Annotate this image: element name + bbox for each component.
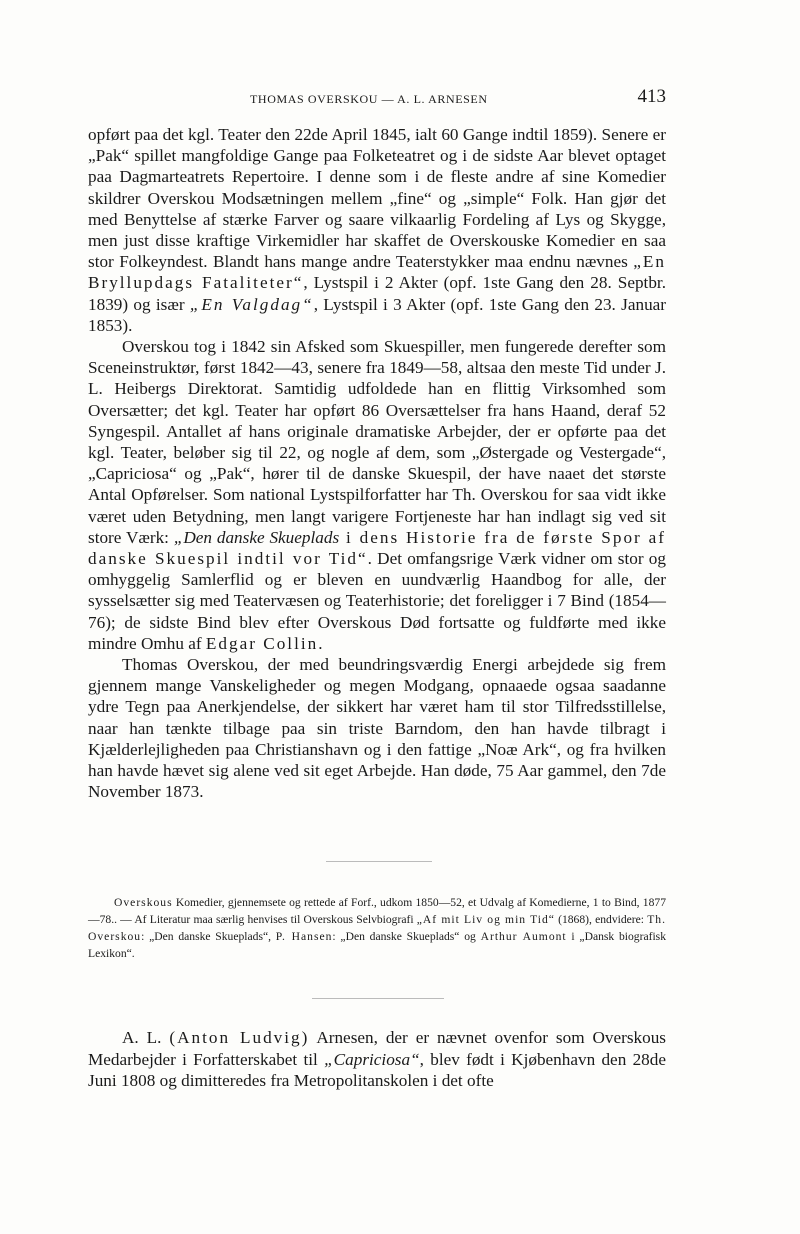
arnesen-text-2: , blev født i Kjøbenhavn den 28de Juni 1808 og dimitteredes fra Metropolitanskolen i det ofte: [88, 1049, 666, 1090]
paragraph-1-text-cont: , Lystspil i 2 Akter (opf. 1ste Gang den 28. Septbr. 1839) og især: [88, 273, 666, 314]
section-divider-2: [312, 998, 444, 999]
arnesen-paragraph: [88, 1027, 666, 1092]
paragraph-1-text: opført paa det kgl. Teater den 22de April 1845, ialt 60 Gange indtil 1859). Senere er „Pak“ spillet mangfoldige Gange paa Folketeatret og i de sidste Aar blevet optaget paa Dagmarteatrets Repertoire. I denne som i de fleste andre af sine Komedier skildrer Overskou Modsætningen mellem „fine“ og „simple“ Folk. Han gjør det med Benyttelse af stærke Farver og saare vilkaarlig Fordeling af Lys og Skygge, men just disse kraftige Virkemidler har skaffet de Overskouske Komedier en saa stor Folkeyndest. Blandt hans mange andre Teaterstykker maa endnu nævnes: [88, 125, 666, 272]
footnote-title-af-mit-liv: „Af mit Liv og min Tid“: [416, 913, 555, 926]
footnote-text-3: : „Den danske Skueplads“,: [141, 930, 276, 943]
play-title-bryllupdags: „En Bryllupdags Fataliteter“: [88, 252, 666, 293]
arnesen-section: [88, 1027, 666, 1092]
footnote-text-5: i „Dansk biografisk Lexikon“.: [88, 930, 666, 960]
footnote-name-aumont: Arthur Aumont: [480, 930, 567, 943]
paragraph-1-text-end: , Lystspil i 3 Akter (opf. 1ste Gang den 23. Januar 1853).: [88, 294, 667, 335]
paragraph-2-text: Overskou tog i 1842 sin Afsked som Skuespiller, men fungerede derefter som Sceneinstruktør, først 1842—43, senere fra 1849—58, altsaa den meste Tid under J. L. Heibergs Direktorat. Samtidig udfoldede han en flittig Virksomhed som Oversætter; det kgl. Teater har opført 86 Oversættelser fra hans Haand, deraf 52 Syngespil. Antallet af hans originale dramatiske Arbejder, der er opførte paa det kgl. Teater, beløber sig til 22, og nogle af dem, som „Østergade og Vestergade“, „Capriciosa“ og „Pak“, hører til de danske Skuespil, der have naaet det største Antal Opførelser. Som national Lystspilforfatter har Th. Overskou for saa vidt ikke været uden Betydning, men langt varigere Fortjeneste har han indlagt sig ved sit store Værk:: [88, 337, 666, 547]
footnote-name-overskous: Overskous: [114, 896, 173, 909]
running-head: [88, 88, 666, 112]
paragraph-1: [88, 124, 666, 336]
arnesen-text-1: Arnesen, der er nævnet ovenfor som Overskous Medarbejder i Forfatterskabet til: [88, 1028, 666, 1069]
footnote-text-2: (1868), endvidere:: [554, 913, 648, 926]
footnote-text-4: : „Den danske Skueplads“ og: [332, 930, 481, 943]
main-text: [88, 124, 666, 803]
footnote: [88, 894, 666, 962]
footnote-paragraph: [88, 894, 666, 962]
work-title-skueplads-cont: i dens Historie fra de første Spor af danske Skuespil indtil vor Tid“: [88, 527, 666, 569]
page-number: 413: [637, 86, 666, 107]
paragraph-2: [88, 336, 666, 654]
footnote-text-1: Komedier, gjennemsete og rettede af Forf., udkom 1850—52, et Udvalg af Komedierne, 1 to Bind, 1877—78.. — Af Literatur maa særlig henvises til Overskous Selvbiografi: [88, 896, 666, 926]
play-title-valgdag: „En Valgdag“: [189, 294, 314, 314]
paragraph-2-text-cont: . Det omfangsrige Værk vidner om stor og omhyggelig Samlerflid og er bleven en uundværlig Haandbog for alle, der sysselsætter sig med Teatervæsen og Teaterhistorie; det foreligger i 7 Bind (1854—76); de sidste Bind blev efter Overskous Død fortsatte og fuldførte med ikke mindre Omhu af: [88, 549, 666, 653]
footnote-name-hansen: P. Hansen: [275, 930, 333, 943]
arnesen-initials: A. L.: [122, 1028, 170, 1047]
section-divider: [326, 861, 432, 862]
play-title-capriciosa: „Capriciosa“: [324, 1049, 420, 1069]
name-edgar-collin: Edgar Collin: [205, 633, 319, 653]
arnesen-full-name: (Anton Ludvig): [169, 1028, 310, 1047]
work-title-skueplads: „Den danske Skueplads: [173, 527, 340, 547]
paragraph-2-text-end: .: [318, 633, 323, 653]
footnote-name-overskou: Th. Overskou: [88, 913, 666, 943]
paragraph-3: Thomas Overskou, der med beundringsværdig Energi arbejdede sig frem gjennem mange Vanskeligheder og megen Modgang, opnaaede ogsaa saadanne ydre Tegn paa Anerkjendelse, der sikkert har været ham til stor Tilfredsstillelse, naar han tænkte tilbage paa sin triste Barndom, den han havde tilbragt i Kjælderlejligheden paa Christianshavn og i den fattige „Noæ Ark“, og fra hvilken han havde hævet sig alene ved sit eget Arbejde. Han døde, 75 Aar gammel, den 7de November 1873.: [88, 655, 666, 802]
running-title: THOMAS OVERSKOU — A. L. ARNESEN: [250, 92, 488, 106]
